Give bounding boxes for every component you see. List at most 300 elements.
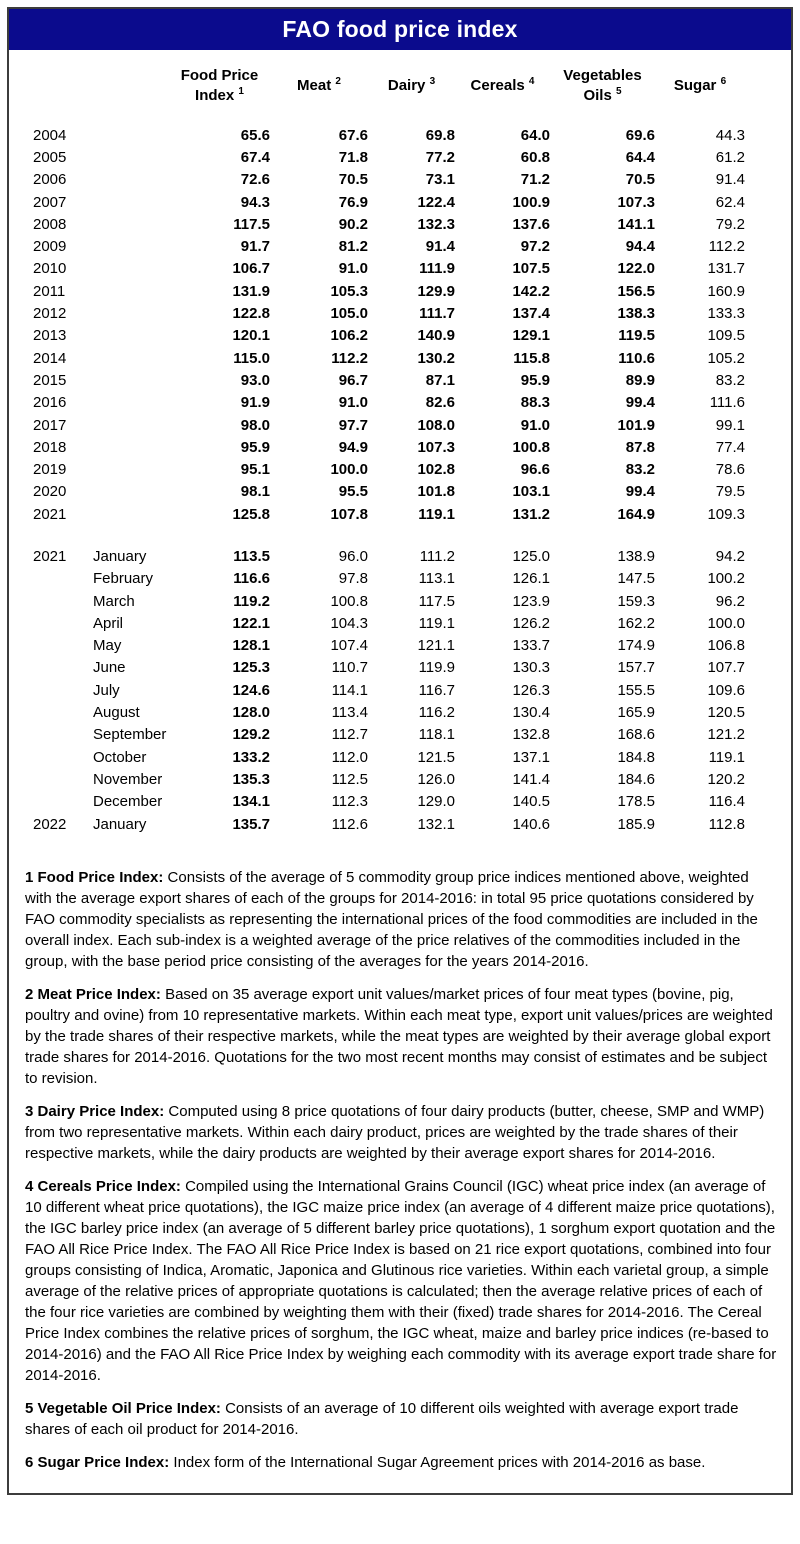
value-cell-cereals: 140.6 <box>512 815 550 833</box>
value-cell-fpi: 120.1 <box>232 327 270 345</box>
value-cell-fpi: 72.6 <box>240 171 270 189</box>
value-cell-meat: 104.3 <box>330 614 368 632</box>
column-header-cereals: Cereals $^4$ <box>470 76 535 94</box>
value-cell-sugar: 79.5 <box>715 483 745 501</box>
table-row <box>9 679 791 701</box>
value-cell-vegoils: 99.4 <box>625 394 655 412</box>
value-cell-meat: 96.0 <box>338 547 368 565</box>
value-cell-meat: 113.4 <box>331 704 368 722</box>
value-cell-vegoils: 83.2 <box>625 461 655 479</box>
value-cell-meat: 114.1 <box>331 681 368 699</box>
year-cell <box>9 768 69 790</box>
month-cell <box>69 347 169 369</box>
value-cell-sugar: 112.2 <box>708 238 745 256</box>
value-cell-dairy: 111.9 <box>419 260 455 278</box>
year-cell <box>9 724 69 746</box>
value-cell-sugar: 96.2 <box>715 592 745 610</box>
value-cell-fpi: 91.7 <box>240 238 270 256</box>
value-cell-fpi: 113.5 <box>233 547 270 565</box>
value-cell-cereals: 126.3 <box>512 681 550 699</box>
value-cell-vegoils: 64.4 <box>625 148 655 166</box>
footnote-paragraph <box>25 984 777 1089</box>
value-cell-dairy: 118.1 <box>418 726 455 744</box>
value-cell-fpi: 116.6 <box>233 570 270 588</box>
value-cell-meat: 100.0 <box>330 461 368 479</box>
footnote-text: Based on 35 average export unit values/market prices of four meat types (bovine, pig, poultry and ovine) from 10 representative markets. Within each meat type, export unit values/prices are weighted by the trade shares of their respective markets, while the meat types are weighted by their average global export trade shares for 2014-2016. Quotations for the two most recent months may consist of estimates and be subject to revision. <box>25 986 773 1088</box>
year-cell <box>9 568 69 590</box>
column-header-vegetables-oils: Vegetables Oils $^5$ <box>563 67 642 104</box>
value-cell-vegoils: 141.1 <box>617 215 655 233</box>
table-row <box>9 768 791 790</box>
value-cell-cereals: 64.0 <box>520 126 550 144</box>
footnote-paragraph <box>25 1176 777 1386</box>
footnote-reference: 4 <box>528 76 535 87</box>
month-cell <box>69 213 169 235</box>
footnote-label: 4 Cereals Price Index: <box>25 1178 181 1196</box>
value-cell-sugar: 112.8 <box>708 815 745 833</box>
value-cell-dairy: 91.4 <box>425 238 455 256</box>
value-cell-cereals: 88.3 <box>520 394 550 412</box>
footnote-label: 2 Meat Price Index: <box>25 986 161 1004</box>
table-row <box>9 235 791 257</box>
value-cell-meat: 95.5 <box>338 483 368 501</box>
value-cell-dairy: 119.9 <box>418 659 455 677</box>
footnote-reference: 1 <box>238 86 244 97</box>
value-cell-vegoils: 168.6 <box>617 726 655 744</box>
value-cell-cereals: 140.5 <box>512 793 550 811</box>
value-cell-sugar: 109.6 <box>707 681 745 699</box>
year-cell <box>9 791 69 813</box>
footnote-paragraph <box>25 1101 777 1164</box>
value-cell-sugar: 119.1 <box>708 748 745 766</box>
value-cell-cereals: 103.1 <box>512 483 550 501</box>
footnote-reference: 5 <box>615 86 622 97</box>
month-cell: June <box>93 659 126 677</box>
value-cell-dairy: 111.2 <box>419 547 455 565</box>
value-cell-cereals: 141.4 <box>512 770 550 788</box>
table-row <box>9 302 791 324</box>
table-row <box>9 169 791 191</box>
value-cell-vegoils: 185.9 <box>617 815 655 833</box>
value-cell-vegoils: 164.9 <box>617 505 655 523</box>
value-cell-dairy: 87.1 <box>425 371 455 389</box>
value-cell-cereals: 100.9 <box>512 193 550 211</box>
value-cell-dairy: 119.1 <box>418 505 455 523</box>
value-cell-meat: 91.0 <box>338 260 368 278</box>
report-title: FAO food price index <box>282 16 518 42</box>
value-cell-meat: 112.5 <box>331 770 368 788</box>
table-row <box>9 813 791 835</box>
year-cell <box>9 635 69 657</box>
footnote-reference: 3 <box>429 76 436 87</box>
table-row <box>9 503 791 525</box>
month-cell: December <box>93 793 163 811</box>
value-cell-dairy: 132.1 <box>417 815 455 833</box>
value-cell-meat: 96.7 <box>338 371 368 389</box>
value-cell-fpi: 124.6 <box>232 681 270 699</box>
year-cell: 2020 <box>33 483 67 501</box>
footnote-label: 6 Sugar Price Index: <box>25 1454 170 1472</box>
month-cell: July <box>93 681 120 699</box>
value-cell-dairy: 121.1 <box>417 637 455 655</box>
value-cell-cereals: 107.5 <box>512 260 550 278</box>
value-cell-meat: 112.6 <box>331 815 368 833</box>
value-cell-sugar: 133.3 <box>707 305 745 323</box>
value-cell-cereals: 129.1 <box>512 327 550 345</box>
year-cell: 2014 <box>33 349 67 367</box>
month-cell <box>69 191 169 213</box>
value-cell-vegoils: 138.9 <box>617 547 655 565</box>
value-cell-vegoils: 101.9 <box>617 416 655 434</box>
value-cell-vegoils: 147.5 <box>617 570 655 588</box>
month-cell <box>69 235 169 257</box>
value-cell-cereals: 130.3 <box>512 659 550 677</box>
month-cell: March <box>93 592 135 610</box>
month-cell <box>69 392 169 414</box>
value-cell-cereals: 123.9 <box>512 592 550 610</box>
footnote-text: Index form of the International Sugar Agreement prices with 2014-2016 as base. <box>173 1454 706 1472</box>
month-cell <box>69 146 169 168</box>
value-cell-cereals: 95.9 <box>520 371 550 389</box>
table-row <box>9 146 791 168</box>
value-cell-sugar: 106.8 <box>707 637 745 655</box>
value-cell-cereals: 133.7 <box>512 637 550 655</box>
value-cell-vegoils: 89.9 <box>625 371 655 389</box>
value-cell-meat: 94.9 <box>338 438 368 456</box>
table-row <box>9 258 791 280</box>
value-cell-sugar: 109.5 <box>707 327 745 345</box>
value-cell-meat: 107.8 <box>330 505 368 523</box>
month-cell <box>69 325 169 347</box>
footnote-paragraph <box>25 1398 777 1440</box>
footnote-paragraph <box>25 867 777 972</box>
value-cell-meat: 97.8 <box>338 570 368 588</box>
value-cell-fpi: 131.9 <box>232 282 270 300</box>
month-cell <box>69 503 169 525</box>
table-row <box>9 701 791 723</box>
value-cell-meat: 76.9 <box>338 193 368 211</box>
value-cell-meat: 106.2 <box>330 327 368 345</box>
value-cell-cereals: 100.8 <box>512 438 550 456</box>
value-cell-dairy: 102.8 <box>417 461 455 479</box>
value-cell-vegoils: 87.8 <box>625 438 655 456</box>
value-cell-cereals: 115.8 <box>513 349 550 367</box>
value-cell-meat: 112.3 <box>331 793 368 811</box>
spacer-row <box>9 525 791 545</box>
value-cell-meat: 112.0 <box>331 748 368 766</box>
value-cell-vegoils: 156.5 <box>617 282 655 300</box>
value-cell-sugar: 116.4 <box>708 793 745 811</box>
value-cell-meat: 105.0 <box>330 305 368 323</box>
value-cell-fpi: 95.1 <box>240 461 270 479</box>
value-cell-cereals: 137.4 <box>512 305 550 323</box>
value-cell-fpi: 119.2 <box>233 592 270 610</box>
value-cell-sugar: 109.3 <box>707 505 745 523</box>
year-cell: 2007 <box>33 193 67 211</box>
value-cell-cereals: 71.2 <box>520 171 550 189</box>
value-cell-dairy: 129.9 <box>417 282 455 300</box>
table-row <box>9 280 791 302</box>
year-column-header <box>9 50 69 124</box>
value-cell-vegoils: 99.4 <box>625 483 655 501</box>
footnote-label: 5 Vegetable Oil Price Index: <box>25 1400 221 1418</box>
value-cell-fpi: 98.0 <box>240 416 270 434</box>
table-row <box>9 436 791 458</box>
value-cell-vegoils: 122.0 <box>617 260 655 278</box>
value-cell-sugar: 78.6 <box>715 461 745 479</box>
value-cell-sugar: 94.2 <box>715 547 745 565</box>
value-cell-meat: 67.6 <box>338 126 368 144</box>
annual-rows-section <box>9 124 791 525</box>
value-cell-sugar: 61.2 <box>715 148 745 166</box>
column-header-food-price-index: Food Price Index $^1$ <box>180 67 259 104</box>
footnote-label: 3 Dairy Price Index: <box>25 1103 165 1121</box>
year-cell <box>9 657 69 679</box>
value-cell-fpi: 67.4 <box>240 148 270 166</box>
value-cell-fpi: 93.0 <box>240 371 270 389</box>
value-cell-dairy: 116.2 <box>418 704 455 722</box>
value-cell-vegoils: 155.5 <box>617 681 655 699</box>
value-cell-dairy: 119.1 <box>418 614 455 632</box>
value-cell-meat: 90.2 <box>338 215 368 233</box>
value-cell-dairy: 126.0 <box>417 770 455 788</box>
value-cell-meat: 100.8 <box>330 592 368 610</box>
value-cell-cereals: 137.1 <box>512 748 550 766</box>
value-cell-sugar: 100.2 <box>707 570 745 588</box>
month-cell <box>69 414 169 436</box>
value-cell-sugar: 77.4 <box>715 438 745 456</box>
table-row <box>9 369 791 391</box>
table-row <box>9 724 791 746</box>
value-cell-vegoils: 69.6 <box>625 126 655 144</box>
price-index-table <box>9 50 791 835</box>
value-cell-vegoils: 165.9 <box>617 704 655 722</box>
year-cell <box>9 701 69 723</box>
value-cell-vegoils: 110.6 <box>618 349 655 367</box>
value-cell-sugar: 100.0 <box>707 614 745 632</box>
value-cell-fpi: 135.7 <box>232 815 270 833</box>
month-cell: August <box>93 704 140 722</box>
footnote-reference: 6 <box>720 76 727 87</box>
value-cell-vegoils: 184.8 <box>617 748 655 766</box>
month-cell <box>69 369 169 391</box>
fao-food-price-index-report <box>7 7 793 1495</box>
year-cell <box>9 590 69 612</box>
value-cell-vegoils: 174.9 <box>617 637 655 655</box>
value-cell-vegoils: 94.4 <box>625 238 655 256</box>
value-cell-fpi: 135.3 <box>232 770 270 788</box>
value-cell-cereals: 126.1 <box>512 570 550 588</box>
value-cell-dairy: 117.5 <box>418 592 455 610</box>
value-cell-vegoils: 107.3 <box>617 193 655 211</box>
month-cell <box>69 169 169 191</box>
value-cell-sugar: 83.2 <box>715 371 745 389</box>
value-cell-dairy: 129.0 <box>417 793 455 811</box>
value-cell-dairy: 116.7 <box>418 681 455 699</box>
table-row <box>9 191 791 213</box>
value-cell-fpi: 125.8 <box>232 505 270 523</box>
value-cell-fpi: 94.3 <box>240 193 270 211</box>
value-cell-sugar: 44.3 <box>715 126 745 144</box>
value-cell-dairy: 111.7 <box>419 305 455 323</box>
table-row <box>9 325 791 347</box>
value-cell-fpi: 115.0 <box>233 349 270 367</box>
value-cell-fpi: 128.1 <box>232 637 270 655</box>
table-row <box>9 347 791 369</box>
value-cell-vegoils: 70.5 <box>625 171 655 189</box>
value-cell-meat: 81.2 <box>338 238 368 256</box>
month-cell <box>69 258 169 280</box>
year-cell: 2010 <box>33 260 67 278</box>
value-cell-dairy: 101.8 <box>417 483 455 501</box>
table-row <box>9 635 791 657</box>
value-cell-sugar: 91.4 <box>715 171 745 189</box>
value-cell-sugar: 79.2 <box>715 215 745 233</box>
value-cell-cereals: 60.8 <box>520 148 550 166</box>
year-cell: 2011 <box>33 282 66 300</box>
value-cell-meat: 110.7 <box>331 659 368 677</box>
value-cell-dairy: 69.8 <box>425 126 455 144</box>
month-cell <box>69 124 169 146</box>
value-cell-vegoils: 138.3 <box>617 305 655 323</box>
year-cell <box>9 679 69 701</box>
value-cell-cereals: 130.4 <box>512 704 550 722</box>
footnote-text: Consists of an average of 10 different oils weighted with average export trade shares of each oil product for 2014-2016. <box>25 1400 739 1439</box>
value-cell-dairy: 108.0 <box>417 416 455 434</box>
year-cell: 2006 <box>33 171 67 189</box>
month-cell: September <box>93 726 167 744</box>
value-cell-dairy: 77.2 <box>425 148 455 166</box>
year-cell: 2004 <box>33 126 67 144</box>
report-title-bar <box>9 9 791 50</box>
footnote-paragraph <box>25 1452 777 1473</box>
value-cell-vegoils: 184.6 <box>617 770 655 788</box>
value-cell-fpi: 128.0 <box>232 704 270 722</box>
monthly-rows-section <box>9 545 791 835</box>
table-row <box>9 545 791 567</box>
table-row <box>9 414 791 436</box>
value-cell-fpi: 65.6 <box>240 126 270 144</box>
value-cell-meat: 107.4 <box>330 637 368 655</box>
table-row <box>9 746 791 768</box>
table-row <box>9 481 791 503</box>
value-cell-cereals: 126.2 <box>512 614 550 632</box>
value-cell-cereals: 125.0 <box>512 547 550 565</box>
value-cell-sugar: 131.7 <box>707 260 745 278</box>
year-cell: 2009 <box>33 238 67 256</box>
column-header-meat: Meat $^2$ <box>297 76 341 94</box>
table-row <box>9 458 791 480</box>
month-cell: October <box>93 748 147 766</box>
value-cell-dairy: 132.3 <box>417 215 455 233</box>
month-cell <box>69 436 169 458</box>
year-cell: 2018 <box>33 438 67 456</box>
month-cell: May <box>93 637 122 655</box>
year-cell: 2012 <box>33 305 67 323</box>
footnote-label: 1 Food Price Index: <box>25 869 164 887</box>
value-cell-meat: 112.2 <box>331 349 368 367</box>
footnote-text: Compiled using the International Grains Council (IGC) wheat price index (an average of 10 different wheat price quotations), the IGC maize price index (an average of 4 different maize price quotations), the IGC barley price index (an average of 5 different barley price quotations), 1 sorghum export quotation and the FAO All Rice Price Index. The FAO All Rice Price Index is based on 21 rice export quotations, combined into four groups consisting of Indica, Aromatic, Japonica and Glutinous rice varieties. Within each varietal group, a simple average of the relative prices of appropriate quotations is calculated; then the average relative prices of each of the four rice varieties are combined by weighting them with their (fixed) trade shares for 2014-2016. The Cereal Price Index combines the relative prices of sorghum, the IGC wheat, maize and barley price indices (re-based to 2014-2016) and the FAO All Rice Price Index by weighing each commodity with its average export trade share for 2014-2016. <box>25 1178 777 1385</box>
year-cell <box>9 612 69 634</box>
month-cell: April <box>93 614 124 632</box>
footnotes-section <box>9 867 791 1493</box>
value-cell-fpi: 91.9 <box>240 394 270 412</box>
value-cell-sugar: 107.7 <box>707 659 745 677</box>
month-cell <box>69 481 169 503</box>
column-header-row <box>9 50 791 124</box>
value-cell-fpi: 133.2 <box>232 748 270 766</box>
year-cell: 2019 <box>33 461 67 479</box>
year-cell: 2021 <box>33 505 67 523</box>
value-cell-meat: 97.7 <box>338 416 368 434</box>
value-cell-dairy: 140.9 <box>417 327 455 345</box>
value-cell-dairy: 130.2 <box>417 349 455 367</box>
value-cell-cereals: 96.6 <box>520 461 550 479</box>
month-cell: January <box>93 815 147 833</box>
value-cell-vegoils: 119.5 <box>618 327 655 345</box>
month-cell <box>69 302 169 324</box>
table-header <box>9 50 791 124</box>
table-row <box>9 213 791 235</box>
year-cell <box>9 746 69 768</box>
month-cell: January <box>93 547 147 565</box>
table-row <box>9 124 791 146</box>
value-cell-fpi: 95.9 <box>240 438 270 456</box>
column-header-dairy: Dairy $^3$ <box>387 76 436 94</box>
column-header-sugar: Sugar $^6$ <box>673 76 727 94</box>
value-cell-cereals: 132.8 <box>512 726 550 744</box>
month-column-header <box>69 50 169 124</box>
table-row <box>9 791 791 813</box>
value-cell-sugar: 105.2 <box>707 349 745 367</box>
value-cell-meat: 71.8 <box>338 148 368 166</box>
value-cell-dairy: 107.3 <box>417 438 455 456</box>
table-row <box>9 657 791 679</box>
table-row <box>9 568 791 590</box>
value-cell-cereals: 91.0 <box>520 416 550 434</box>
year-cell: 2016 <box>33 394 67 412</box>
value-cell-sugar: 160.9 <box>707 282 745 300</box>
table-row <box>9 392 791 414</box>
year-cell: 2017 <box>33 416 67 434</box>
footnote-text: Consists of the average of 5 commodity group price indices mentioned above, weighted with the average export shares of each of the groups for 2014-2016: in total 95 price quotations considered by FAO commodity specialists as representing the international prices of the food commodities are included in the overall index. Each sub-index is a weighted average of the price relatives of the commodities included in the group, with the base period price consisting of the averages for the years 2014-2016. <box>25 869 758 971</box>
value-cell-fpi: 117.5 <box>233 215 270 233</box>
value-cell-dairy: 122.4 <box>417 193 455 211</box>
year-cell: 2022 <box>33 815 67 833</box>
value-cell-fpi: 125.3 <box>232 659 270 677</box>
table-row <box>9 612 791 634</box>
year-cell: 2021 <box>33 547 67 565</box>
month-cell <box>69 280 169 302</box>
value-cell-vegoils: 178.5 <box>617 793 655 811</box>
section-spacer <box>9 525 791 545</box>
month-cell <box>69 458 169 480</box>
value-cell-fpi: 122.8 <box>232 305 270 323</box>
month-cell: November <box>93 770 163 788</box>
table-row <box>9 590 791 612</box>
value-cell-fpi: 106.7 <box>232 260 270 278</box>
value-cell-dairy: 82.6 <box>425 394 455 412</box>
value-cell-sugar: 99.1 <box>715 416 745 434</box>
value-cell-meat: 91.0 <box>338 394 368 412</box>
value-cell-vegoils: 159.3 <box>617 592 655 610</box>
value-cell-fpi: 122.1 <box>232 614 270 632</box>
footnote-text: Computed using 8 price quotations of four dairy products (butter, cheese, SMP and WMP) from two representative markets. Within each dairy product, prices are weighted by the trade shares of their respective markets, while the dairy products are weighted by their average export shares for 2014-2016. <box>25 1103 765 1163</box>
year-cell: 2008 <box>33 215 67 233</box>
value-cell-meat: 105.3 <box>330 282 368 300</box>
value-cell-vegoils: 162.2 <box>617 614 655 632</box>
value-cell-fpi: 134.1 <box>232 793 270 811</box>
